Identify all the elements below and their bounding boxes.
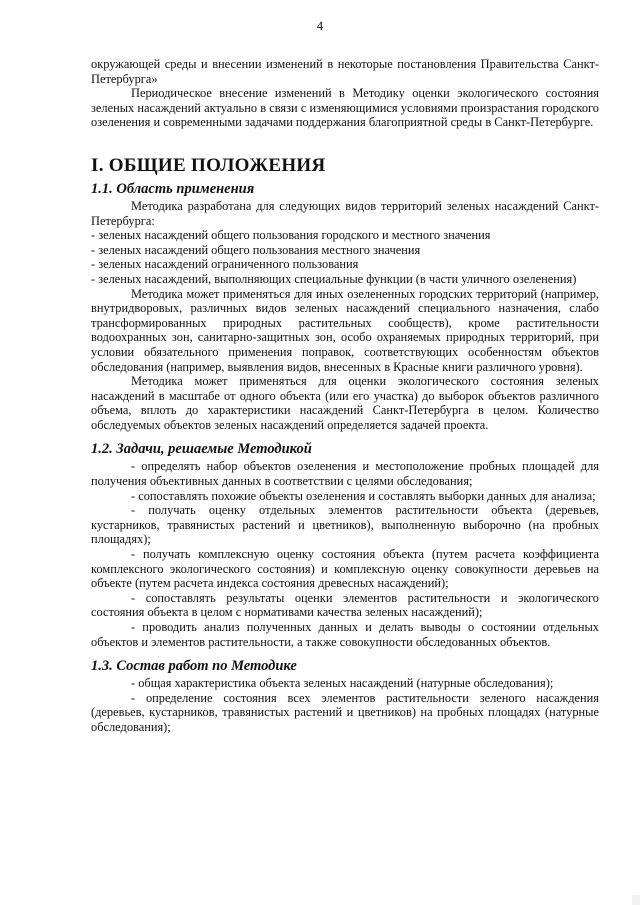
scope-list-item: - зеленых насаждений общего пользования городского и местного значения: [91, 228, 491, 243]
section-title: I. ОБЩИЕ ПОЛОЖЕНИЯ: [91, 154, 326, 176]
scope-list-item: - зеленых насаждений общего пользования местного значения: [91, 242, 421, 257]
scope-lead-paragraph: Методика разработана для следующих видов территорий зеленых насаждений Санкт-Петербурга:: [91, 198, 599, 228]
works-list-item: - общая характеристика объекта зеленых насаждений (натурные обследования);: [131, 676, 554, 691]
subsection-title-tasks: 1.2. Задачи, решаемые Методикой: [91, 441, 312, 458]
document-body: [91, 57, 599, 735]
intro-paragraph-2: Периодическое внесение изменений в Методику оценки экологического состояния зеленых насаждений актуально в связи с изменяющимися условиями произрастания городского озеленения и современными задачами поддержания благоприятной среды в Санкт-Петербурге.: [91, 86, 599, 130]
subsection-title-scope: 1.1. Область применения: [91, 180, 255, 197]
tasks-list-item: - определять набор объектов озеленения и местоположение пробных площадей для получения объективных данных в соответствии с целями обследования;: [91, 459, 599, 489]
page-corner-artifact: [632, 895, 640, 905]
tasks-list-item: - получать оценку отдельных элементов растительности объекта (деревьев, кустарников, травянистых растений и цветников), выполненную выборочно (на пробных площадях);: [91, 503, 599, 547]
scope-paragraph-3: Методика может применяться для оценки экологического состояния зеленых насаждений в масштабе от одного объекта (или его участка) до выборок объектов различного объема, вплоть до характеристики насаждений Санкт-Петербурга в целом. Количество обследуемых объектов зеленых насаждений определяется задачей проекта.: [91, 374, 599, 432]
tasks-list-item: - сопоставлять результаты оценки элементов растительности и экологического состояния объекта в целом с нормативами качества зеленых насаждений);: [91, 590, 599, 620]
subsection-title-works: 1.3. Состав работ по Методике: [91, 658, 297, 675]
tasks-list-item: - проводить анализ полученных данных и делать выводы о состоянии отдельных объектов и элементов растительности, а также совокупности обследованных объектов.: [91, 620, 599, 649]
tasks-list-item: - получать комплексную оценку состояния объекта (путем расчета коэффициента комплексного экологического состояния) и комплексную оценку совокупности деревьев на объекте (путем расчета индекса состояния древесных насаждений);: [91, 547, 599, 591]
works-list-item: - определение состояния всех элементов растительности зеленого насаждения (деревьев, кустарников, травянистых растений и цветников) на пробных площадях (натурные обследования);: [91, 690, 599, 734]
scope-paragraph-2: Методика может применяться для иных озелененных городских территорий (например, внутридворовых, различных видов зеленых насаждений специального назначения, слабо трансформированных природных растительных сообществ), кроме растительности водоохранных зон, санитарно-защитных зон, особо охраняемых природных территорий, при условии обязательного применения поправок, соответствующих особенностям объектов обследования (например, выявления видов, внесенных в Красные книги различного уровня).: [91, 286, 599, 374]
tasks-list-item: - сопоставлять похожие объекты озеленения и составлять выборки данных для анализа;: [131, 488, 596, 503]
scope-list-item: - зеленых насаждений, выполняющих специальные функции (в части уличного озеленения): [91, 271, 577, 286]
scope-list-item: - зеленых насаждений ограниченного пользования: [91, 257, 359, 272]
page-number: 4: [316, 19, 324, 33]
intro-paragraph-1: окружающей среды и внесении изменений в некоторые постановления Правительства Санкт-Петербурга»: [91, 57, 599, 86]
